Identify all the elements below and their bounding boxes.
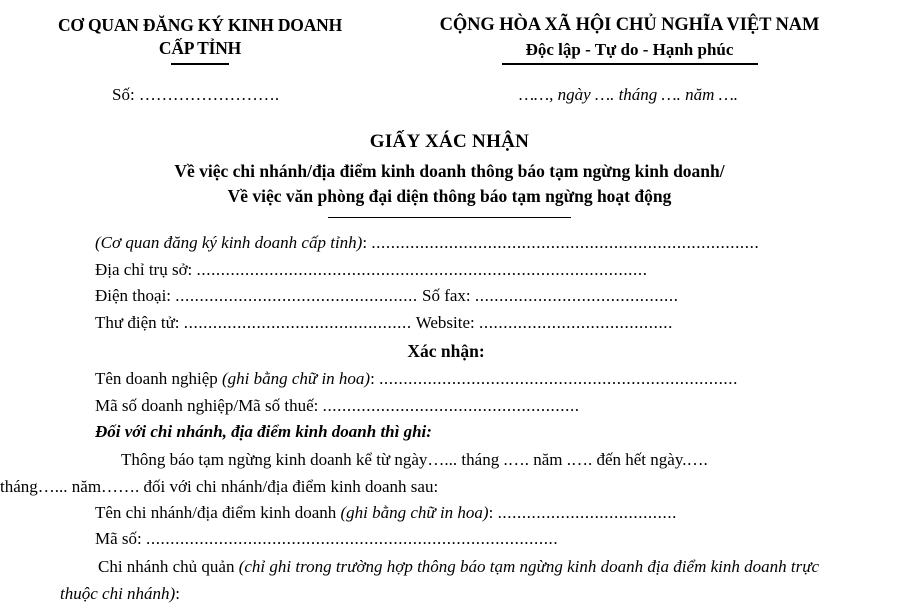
suspension-line-2: tháng…... năm……. đối với chi nhánh/địa điểm kinh doanh sau: xyxy=(0,476,439,496)
field-enterprise-code xyxy=(95,393,797,420)
field-branch-code-dots: ..................................................................................... xyxy=(146,529,559,549)
document-subtitle xyxy=(0,159,899,209)
field-enterprise-code-label: Mã số doanh nghiệp/Mã số thuế: xyxy=(95,395,319,415)
field-enterprise-name-dots: .......................................................................... xyxy=(379,369,738,389)
field-enterprise-code-dots: ..................................................... xyxy=(322,395,580,415)
national-motto: Độc lập - Tự do - Hạnh phúc xyxy=(525,40,734,59)
authority-underline xyxy=(171,63,229,65)
field-phone-fax xyxy=(95,283,797,310)
field-website-label: Website: xyxy=(415,312,475,332)
document-number: Số: ……………………. xyxy=(112,84,280,104)
field-email-website xyxy=(95,310,797,337)
field-authority-colon: : xyxy=(362,233,368,253)
field-email-dots: ............................................... xyxy=(183,312,412,332)
field-branch-name-colon: : xyxy=(488,502,494,522)
authority-block xyxy=(0,14,400,65)
suspension-paragraph xyxy=(0,446,899,500)
field-address-dots: ............................................................................................. xyxy=(196,259,648,279)
field-branch-code xyxy=(95,526,797,553)
confirmation-heading: Xác nhận: xyxy=(407,341,485,362)
field-branch-name-label: Tên chi nhánh/địa điểm kinh doanh xyxy=(95,502,337,522)
parent-branch-colon: : xyxy=(175,583,180,603)
field-fax-label: Số fax: xyxy=(422,286,471,306)
field-branch-name-note: (ghi bằng chữ in hoa) xyxy=(340,502,489,522)
parent-branch-paragraph xyxy=(0,553,899,607)
authority-line-2: CẤP TỈNH xyxy=(158,38,242,58)
document-body xyxy=(0,230,899,607)
field-authority-label: (Cơ quan đăng ký kinh doanh cấp tỉnh) xyxy=(95,233,363,253)
number-date-row xyxy=(0,85,899,105)
field-address xyxy=(95,257,797,284)
subtitle-line-2: Về việc văn phòng đại diện thông báo tạm ngừng hoạt động xyxy=(227,185,672,206)
field-phone-dots: .................................................. xyxy=(175,286,418,306)
field-phone-label: Điện thoại: xyxy=(95,286,172,306)
field-enterprise-name-colon: : xyxy=(370,369,375,389)
parent-branch-note-line-2: kinh doanh trực thuộc chi nhánh) xyxy=(60,556,820,603)
suspension-line-1: Thông báo tạm ngừng kinh doanh kể từ ngày…... tháng .…. năm .…. đến hết ngày.…. xyxy=(121,449,708,469)
motto-underline xyxy=(502,63,758,65)
parent-branch-label: Chi nhánh chủ quản xyxy=(98,556,235,576)
field-fax-dots: .......................................... xyxy=(474,286,679,306)
subtitle-line-1: Về việc chi nhánh/địa điểm kinh doanh thông báo tạm ngừng kinh doanh/ xyxy=(174,160,725,181)
authority-line-1: CƠ QUAN ĐĂNG KÝ KINH DOANH xyxy=(57,15,343,35)
document-date: ……, ngày …. tháng …. năm …. xyxy=(518,84,739,104)
field-branch-code-label: Mã số: xyxy=(95,529,142,549)
country-name: CỘNG HÒA XÃ HỘI CHỦ NGHĨA VIỆT NAM xyxy=(439,15,820,35)
field-authority-dots: ................................................................................ xyxy=(371,233,760,253)
page-title: GIẤY XÁC NHẬN xyxy=(369,130,530,152)
field-branch-name xyxy=(95,500,797,527)
field-address-label: Địa chỉ trụ sở: xyxy=(95,259,193,279)
field-enterprise-name xyxy=(95,366,797,393)
field-branch-name-dots: ..................................... xyxy=(497,502,678,522)
field-website-dots: ........................................ xyxy=(479,312,673,332)
field-enterprise-name-note: (ghi bằng chữ in hoa) xyxy=(222,369,371,389)
national-header-block xyxy=(400,14,899,65)
field-enterprise-name-label: Tên doanh nghiệp xyxy=(95,369,218,389)
branch-instruction-note: Đối với chi nhánh, địa điểm kinh doanh thì ghi: xyxy=(95,422,432,442)
field-authority xyxy=(95,230,797,257)
field-email-label: Thư điện tử: xyxy=(95,312,180,332)
parent-branch-note-line-1: (chỉ ghi trong trường hợp thông báo tạm ngừng kinh doanh địa điểm xyxy=(238,556,707,576)
document-header xyxy=(0,0,899,65)
title-underline xyxy=(328,217,571,219)
